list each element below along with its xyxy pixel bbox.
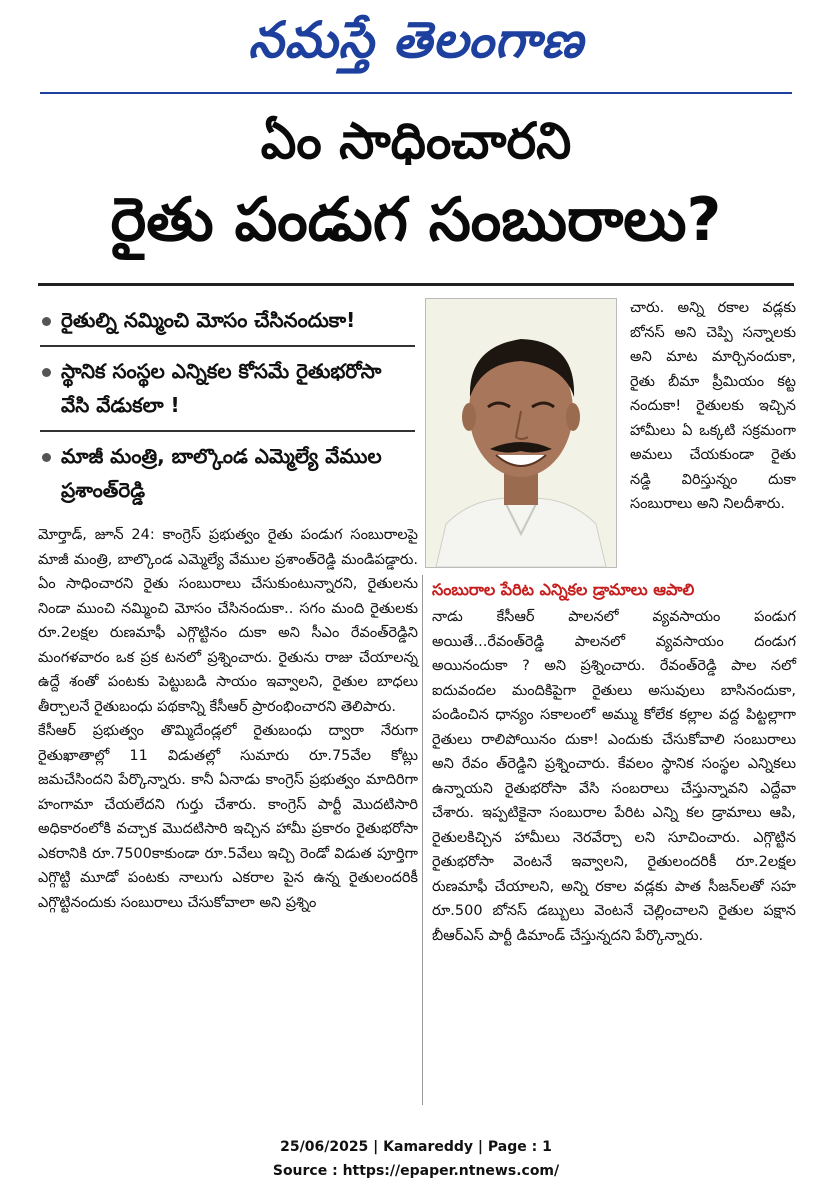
article-paragraph: నాడు కేసీఆర్ పాలనలో వ్యవసాయం పండుగ అయితే...రేవంత్‌రెడ్డి పాలనలో వ్యవసాయం దండుగ అయినందుకా ? అని ప్రశ్నించారు. రేవంత్‌రెడ్డి పాల నలో ఐదువందల మందికిపైగా రైతులు అసువులు బాసినందుకా, పండించిన ధాన్యం సకాలంలో అమ్ము కోలేక కల్లాల వద్ద పిట్టల్లాగా రైతులు రాలిపోయినం దుకా! ఎందుకు చేసుకోవాలి సంబురాలు అని రేవం త్‌రెడ్డిని ప్రశ్నించారు. కేవలం స్థానిక సంస్థల ఎన్నికలు ఉన్నాయని రైతుభరోసా వేసి సంబరాలు చేస్తున్నావని ఎద్దేవా చేశారు. ఇప్పటికైనా సంబురాల పేరిట ఎన్ని కల డ్రామాలు ఆపి, రైతులకిచ్చిన హామీలు నెరవేర్చా లని సూచించారు. ఎగ్గొట్టిన రైతుభరోసా వెంటనే ఇవ్వాలని, రైతులందరికీ రూ.2లక్షల రుణమాఫీ చేయాలని, అన్ని రకాల వడ్లకు పాత సీజన్‌లతో సహ రూ.500 బోనస్ డబ్బులు వెంటనే చెల్లించాలని రైతుల పక్షాన బీఆర్ఎస్ పార్టీ డిమాండ్ చేస్తున్నదని పేర్కొన్నారు. (432, 609, 796, 944)
bullet-dot-icon (42, 453, 51, 462)
bullet-text: స్థానిక సంస్థల ఎన్నికల కోసమే రైతుభరోసా వేసి వేడుకలా ! (61, 359, 382, 417)
footer-date-line: 25/06/2025 | Kamareddy | Page : 1 (280, 1139, 552, 1155)
headline-rule (38, 283, 794, 286)
page-footer (0, 1135, 832, 1183)
portrait-illustration (426, 299, 616, 567)
article-paragraph: కేసీఆర్ ప్రభుత్వం తొమ్మిదేండ్లలో రైతుబంధు ద్వారా నేరుగా రైతుఖాతాల్లో 11 విడుతల్లో సుమారు రూ.75వేల కోట్లు జమచేసిందని పేర్కొన్నారు. కానీ ఏనాడు కాంగ్రెస్ ప్రభుత్వం మాదిరిగా హంగామా చేయలేదని గుర్తు చేశారు. కాంగ్రెస్ పార్టీ మొదటిసారి అధికారంలోకి వచ్చాక మొదటిసారి ఇచ్చిన హామీ ప్రకారం రైతుభరోసా ఎకరానికి రూ.7500కాకుండా రూ.5వేలు ఇచ్చి రెండో విడుత పూర్తిగా ఎగ్గొట్టి మూడో పంటకు నాలుగు ఎకరాల పైన ఉన్న రైతులందరికీ ఎగ్గొట్టినందుకు సంబురాలు చేసుకోవాలా అని ప్రశ్నిం (38, 723, 418, 911)
bullet-text: రైతుల్ని నమ్మించి మోసం చేసినందుకా! (61, 308, 356, 332)
footer-source-line: Source : https://epaper.ntnews.com/ (272, 1163, 560, 1179)
article-paragraph: మోర్తాడ్, జూన్ 24: కాంగ్రెస్ ప్రభుత్వం రైతు పండుగ సంబురాలపై మాజీ మంత్రి, బాల్కొండ ఎమ్మెల్యే వేముల ప్రశాంత్‌రెడ్డి మండిపడ్డారు. ఏం సాధించారని రైతు సంబురాలు చేసుకుంటున్నారని, రైతులను నిండా ముంచి నమ్మించి మోసం చేసినందుకా.. సగం మంది రైతులకు రూ.2లక్షల రుణమాఫీ ఎగ్గొట్టినం దుకా అని సీఎం రేవంత్‌రెడ్డిని మంగళవారం ఒక ప్రక టనలో ప్రశ్నించారు. రైతును రాజు చేయాలన్న ఉద్దే శంతో పంటకు పెట్టుబడి సాయం ఇవ్వాలని, రైతుల బాధలు తీర్చాలనే రైతుబంధు పథకాన్ని కేసీఆర్ ప్రారంభించారని తెలిపారు. (38, 527, 418, 715)
article-subheading: సంబురాల పేరిట ఎన్నికల డ్రామాలు ఆపాలి (432, 580, 695, 599)
article-column-right (432, 575, 796, 948)
article-column-right-top (630, 296, 796, 517)
bullet-dot-icon (42, 368, 51, 377)
bullet-text: మాజీ మంత్రి, బాల్కొండ ఎమ్మెల్యే వేముల ప్రశాంత్‌రెడ్డి (61, 444, 382, 502)
article-column-left (38, 523, 418, 915)
headline-line-1: ఏం సాధించారని (260, 112, 572, 170)
highlight-bullets (40, 296, 415, 515)
column-divider (422, 575, 423, 1105)
bullet-item (40, 432, 415, 515)
masthead-logo: నమస్తే తెలంగాణ (248, 10, 584, 69)
article-paragraph: చారు. అన్ని రకాల వడ్లకు బోనస్ అని చెప్పి సన్నాలకు అని మాట మార్చినందుకా, రైతు బీమా ప్రీమియం కట్ట నందుకా! రైతులకు ఇచ్చిన హామీలు ఏ ఒక్కటి సక్రమంగా అమలు చేయకుండా రైతు నడ్డి విరిస్తున్నం దుకా సంబురాలు అని నిలదీశారు. (630, 300, 796, 512)
politician-photo (425, 298, 617, 568)
bullet-dot-icon (42, 317, 51, 326)
headline-line-2: రైతు పండుగ సంబురాలు? (110, 185, 722, 255)
masthead-rule (40, 92, 792, 94)
bullet-item (40, 296, 415, 347)
bullet-item (40, 347, 415, 432)
